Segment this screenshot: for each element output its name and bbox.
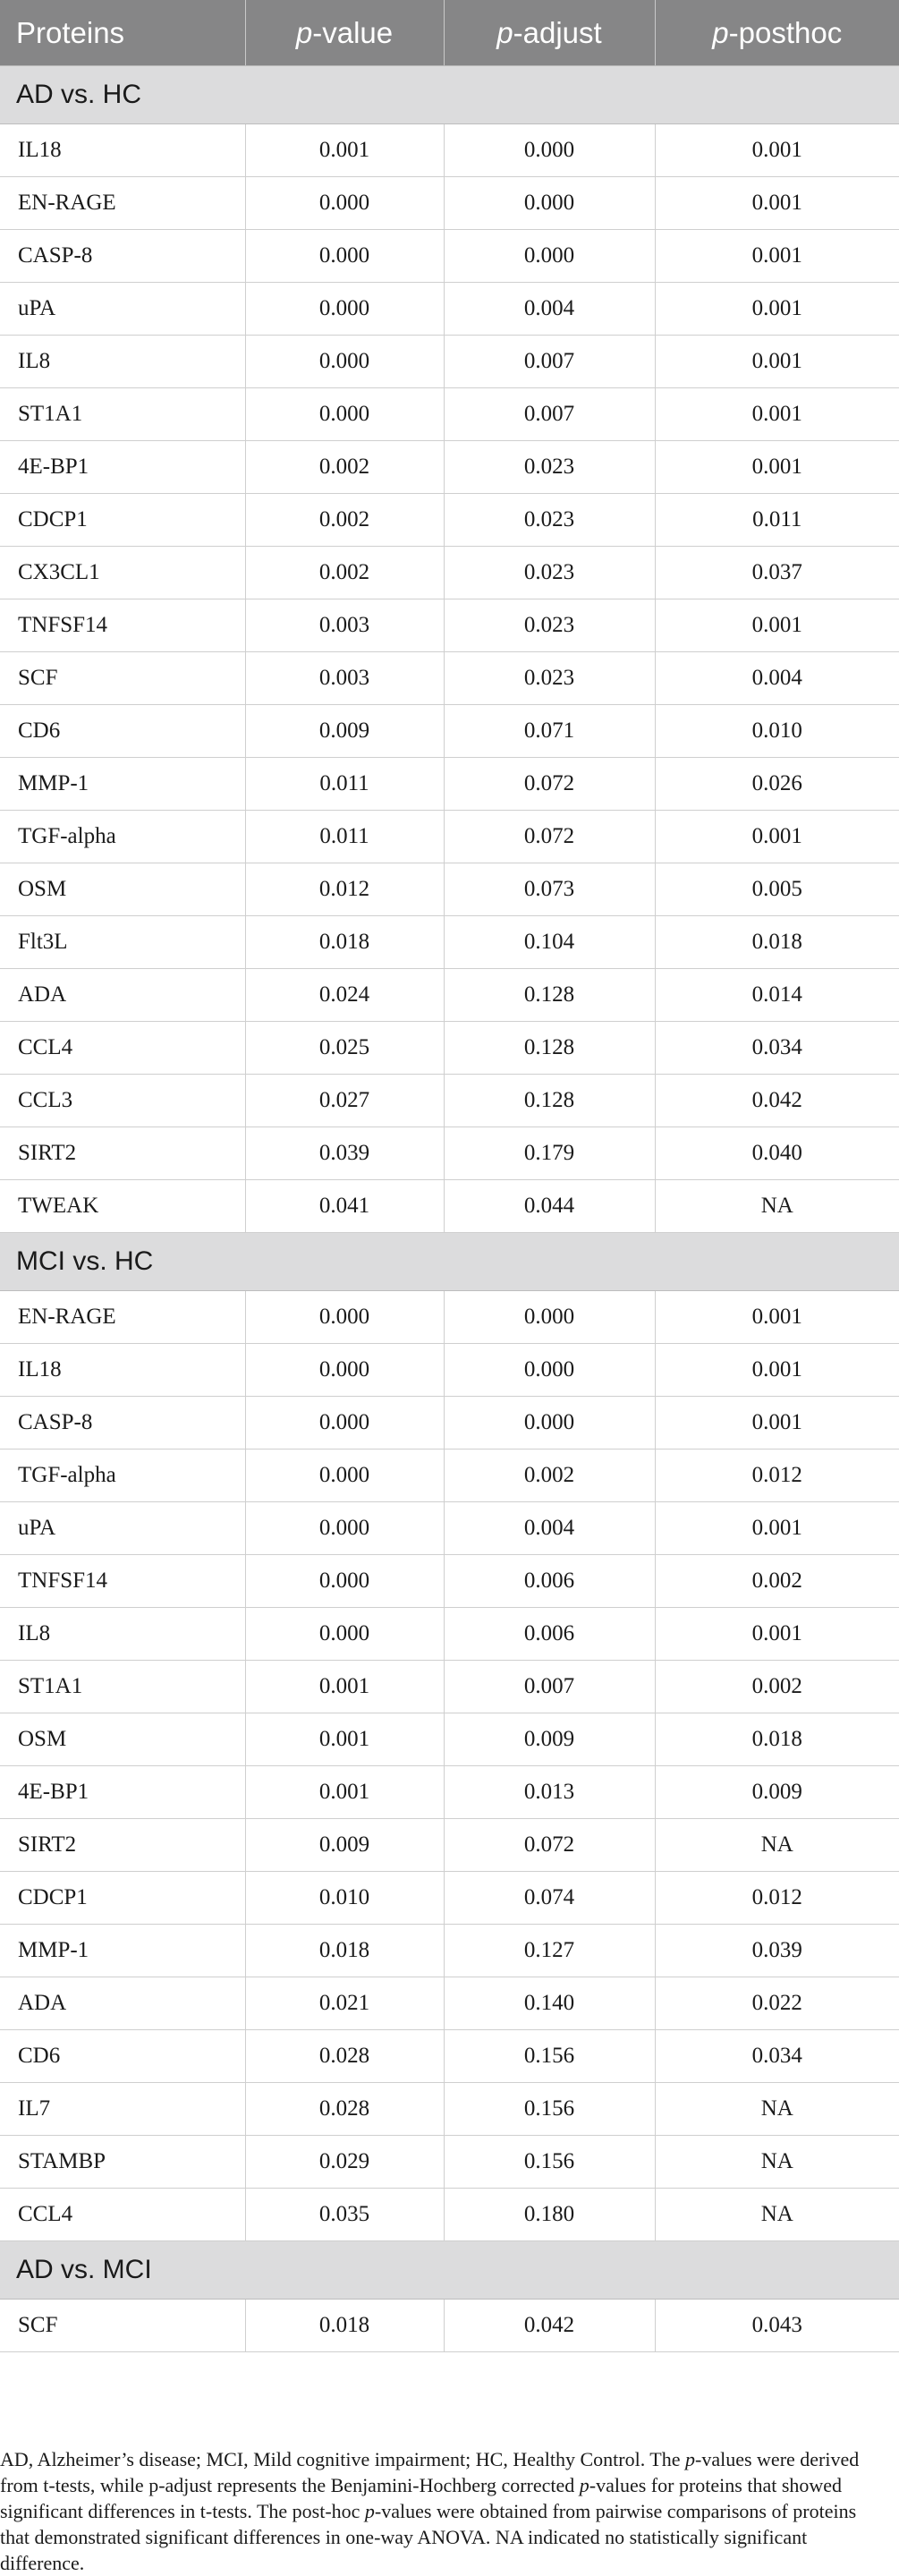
p-posthoc-cell: 0.040 <box>655 1127 899 1180</box>
p-posthoc-cell: 0.001 <box>655 124 899 177</box>
table-row <box>0 283 899 336</box>
p-value-cell: 0.002 <box>245 441 444 494</box>
p-adjust-cell: 0.140 <box>444 1977 655 2030</box>
protein-cell: IL8 <box>0 336 245 388</box>
protein-cell: 4E-BP1 <box>0 1766 245 1819</box>
protein-cell: SIRT2 <box>0 1127 245 1180</box>
table-row <box>0 1127 899 1180</box>
p-posthoc-cell: 0.034 <box>655 1022 899 1075</box>
table-row <box>0 1022 899 1075</box>
protein-cell: CASP-8 <box>0 230 245 283</box>
p-adjust-cell: 0.000 <box>444 177 655 230</box>
p-value-cell: 0.001 <box>245 1661 444 1713</box>
p-posthoc-cell: 0.005 <box>655 863 899 916</box>
p-posthoc-cell: 0.001 <box>655 177 899 230</box>
p-posthoc-cell: 0.012 <box>655 1450 899 1502</box>
p-posthoc-cell: 0.010 <box>655 705 899 758</box>
table-row <box>0 2300 899 2352</box>
p-posthoc-cell: 0.001 <box>655 283 899 336</box>
p-posthoc-cell: 0.001 <box>655 1502 899 1555</box>
protein-cell: CX3CL1 <box>0 547 245 599</box>
p-value-cell: 0.041 <box>245 1180 444 1233</box>
protein-cell: CCL3 <box>0 1075 245 1127</box>
table-row <box>0 177 899 230</box>
section-title: AD vs. MCI <box>0 2241 899 2300</box>
p-value-cell: 0.000 <box>245 1555 444 1608</box>
p-posthoc-cell: 0.002 <box>655 1661 899 1713</box>
p-posthoc-cell: 0.014 <box>655 969 899 1022</box>
p-value-cell: 0.000 <box>245 1450 444 1502</box>
p-adjust-cell: 0.007 <box>444 1661 655 1713</box>
table-row <box>0 1075 899 1127</box>
p-value-cell: 0.000 <box>245 1344 444 1397</box>
p-value-cell: 0.000 <box>245 230 444 283</box>
p-adjust-cell: 0.013 <box>444 1766 655 1819</box>
p-adjust-cell: 0.104 <box>444 916 655 969</box>
table-row <box>0 124 899 177</box>
protein-cell: OSM <box>0 1713 245 1766</box>
p-value-cell: 0.009 <box>245 705 444 758</box>
table-row <box>0 1397 899 1450</box>
p-value-cell: 0.018 <box>245 2300 444 2352</box>
p-posthoc-cell: 0.001 <box>655 1344 899 1397</box>
table-row <box>0 1344 899 1397</box>
table-row <box>0 916 899 969</box>
p-posthoc-cell: 0.011 <box>655 494 899 547</box>
p-adjust-cell: 0.179 <box>444 1127 655 1180</box>
p-value-cell: 0.029 <box>245 2136 444 2189</box>
p-posthoc-cell: 0.001 <box>655 336 899 388</box>
header-proteins: Proteins <box>0 0 245 66</box>
p-adjust-cell: 0.074 <box>444 1872 655 1925</box>
p-adjust-cell: 0.007 <box>444 388 655 441</box>
p-value-cell: 0.002 <box>245 547 444 599</box>
p-posthoc-cell: 0.018 <box>655 916 899 969</box>
p-value-cell: 0.024 <box>245 969 444 1022</box>
protein-cell: CD6 <box>0 705 245 758</box>
protein-cell: SCF <box>0 652 245 705</box>
protein-cell: EN-RAGE <box>0 1291 245 1344</box>
protein-cell: TWEAK <box>0 1180 245 1233</box>
p-posthoc-cell: 0.002 <box>655 1555 899 1608</box>
p-value-cell: 0.009 <box>245 1819 444 1872</box>
table-body <box>0 66 899 2352</box>
p-adjust-cell: 0.072 <box>444 1819 655 1872</box>
p-value-cell: 0.000 <box>245 1502 444 1555</box>
p-value-cell: 0.003 <box>245 652 444 705</box>
table-row <box>0 494 899 547</box>
p-value-cell: 0.025 <box>245 1022 444 1075</box>
p-adjust-cell: 0.072 <box>444 758 655 811</box>
p-posthoc-cell: 0.034 <box>655 2030 899 2083</box>
p-value-cell: 0.011 <box>245 811 444 863</box>
p-value-cell: 0.012 <box>245 863 444 916</box>
protein-cell: IL18 <box>0 124 245 177</box>
header-p-value: p-value <box>245 0 444 66</box>
protein-cell: uPA <box>0 1502 245 1555</box>
section-header-row <box>0 66 899 124</box>
p-adjust-cell: 0.128 <box>444 969 655 1022</box>
table-row <box>0 1766 899 1819</box>
p-posthoc-cell: NA <box>655 2083 899 2136</box>
p-posthoc-cell: 0.001 <box>655 811 899 863</box>
p-adjust-cell: 0.009 <box>444 1713 655 1766</box>
p-value-cell: 0.002 <box>245 494 444 547</box>
p-value-cell: 0.011 <box>245 758 444 811</box>
table-row <box>0 547 899 599</box>
p-posthoc-cell: 0.042 <box>655 1075 899 1127</box>
p-posthoc-cell: 0.039 <box>655 1925 899 1977</box>
p-posthoc-cell: 0.001 <box>655 230 899 283</box>
table-row <box>0 1925 899 1977</box>
table-row <box>0 1872 899 1925</box>
table-row <box>0 441 899 494</box>
p-posthoc-cell: 0.001 <box>655 1397 899 1450</box>
p-posthoc-cell: NA <box>655 1819 899 1872</box>
header-row <box>0 0 899 66</box>
table-header <box>0 0 899 66</box>
table-row <box>0 388 899 441</box>
p-value-cell: 0.021 <box>245 1977 444 2030</box>
table-row <box>0 1450 899 1502</box>
p-adjust-cell: 0.072 <box>444 811 655 863</box>
p-adjust-cell: 0.180 <box>444 2189 655 2241</box>
protein-cell: CCL4 <box>0 1022 245 1075</box>
table-row <box>0 336 899 388</box>
protein-cell: SIRT2 <box>0 1819 245 1872</box>
table-footnote: AD, Alzheimer’s disease; MCI, Mild cognitive impairment; HC, Healthy Control. The p-values were derived from t-tests, while p-adjust represents the Benjamini-Hochberg corrected p-values for proteins that showed significant differences in t-tests. The post-hoc p-values were obtained from pairwise comparisons of proteins that demonstrated significant differences in one-way ANOVA. NA indicated no statistically significant difference. <box>0 2448 860 2574</box>
p-adjust-cell: 0.000 <box>444 1291 655 1344</box>
table-row <box>0 1502 899 1555</box>
table-row <box>0 230 899 283</box>
protein-cell: ADA <box>0 1977 245 2030</box>
protein-cell: ADA <box>0 969 245 1022</box>
protein-cell: OSM <box>0 863 245 916</box>
p-posthoc-cell: 0.004 <box>655 652 899 705</box>
p-posthoc-cell: 0.043 <box>655 2300 899 2352</box>
p-value-cell: 0.010 <box>245 1872 444 1925</box>
p-adjust-cell: 0.128 <box>444 1022 655 1075</box>
p-adjust-cell: 0.023 <box>444 599 655 652</box>
p-value-cell: 0.003 <box>245 599 444 652</box>
protein-cell: CDCP1 <box>0 494 245 547</box>
p-posthoc-cell: NA <box>655 2136 899 2189</box>
table-row <box>0 2083 899 2136</box>
p-value-cell: 0.000 <box>245 388 444 441</box>
protein-cell: ST1A1 <box>0 1661 245 1713</box>
p-value-cell: 0.001 <box>245 1713 444 1766</box>
p-value-cell: 0.000 <box>245 177 444 230</box>
protein-cell: TNFSF14 <box>0 599 245 652</box>
table-row <box>0 1661 899 1713</box>
protein-cell: 4E-BP1 <box>0 441 245 494</box>
p-adjust-cell: 0.000 <box>444 1344 655 1397</box>
p-adjust-cell: 0.006 <box>444 1608 655 1661</box>
protein-cell: MMP-1 <box>0 1925 245 1977</box>
p-value-cell: 0.000 <box>245 283 444 336</box>
p-adjust-cell: 0.000 <box>444 124 655 177</box>
p-posthoc-cell: NA <box>655 2189 899 2241</box>
table-row <box>0 811 899 863</box>
p-value-cell: 0.035 <box>245 2189 444 2241</box>
protein-cell: STAMBP <box>0 2136 245 2189</box>
p-adjust-cell: 0.042 <box>444 2300 655 2352</box>
table-row <box>0 2136 899 2189</box>
table-row <box>0 705 899 758</box>
p-value-cell: 0.039 <box>245 1127 444 1180</box>
p-adjust-cell: 0.000 <box>444 1397 655 1450</box>
protein-cell: CASP-8 <box>0 1397 245 1450</box>
table-row <box>0 863 899 916</box>
protein-cell: EN-RAGE <box>0 177 245 230</box>
table-row <box>0 1977 899 2030</box>
p-adjust-cell: 0.007 <box>444 336 655 388</box>
table-row <box>0 652 899 705</box>
p-adjust-cell: 0.156 <box>444 2136 655 2189</box>
p-adjust-cell: 0.004 <box>444 1502 655 1555</box>
p-posthoc-cell: 0.012 <box>655 1872 899 1925</box>
table-row <box>0 1180 899 1233</box>
p-value-cell: 0.018 <box>245 1925 444 1977</box>
table-row <box>0 2030 899 2083</box>
p-posthoc-cell: 0.001 <box>655 441 899 494</box>
p-adjust-cell: 0.071 <box>444 705 655 758</box>
table-row <box>0 1819 899 1872</box>
protein-cell: IL7 <box>0 2083 245 2136</box>
p-posthoc-cell: 0.001 <box>655 1291 899 1344</box>
protein-cell: TGF-alpha <box>0 811 245 863</box>
p-value-cell: 0.000 <box>245 1291 444 1344</box>
table-row <box>0 599 899 652</box>
protein-cell: TGF-alpha <box>0 1450 245 1502</box>
protein-cell: IL18 <box>0 1344 245 1397</box>
protein-cell: SCF <box>0 2300 245 2352</box>
table-row <box>0 1713 899 1766</box>
p-value-cell: 0.028 <box>245 2030 444 2083</box>
table-row <box>0 2189 899 2241</box>
p-value-cell: 0.001 <box>245 1766 444 1819</box>
p-posthoc-cell: NA <box>655 1180 899 1233</box>
p-value-cell: 0.027 <box>245 1075 444 1127</box>
protein-cell: TNFSF14 <box>0 1555 245 1608</box>
table-row <box>0 969 899 1022</box>
p-value-cell: 0.028 <box>245 2083 444 2136</box>
table-row <box>0 1555 899 1608</box>
p-posthoc-cell: 0.001 <box>655 1608 899 1661</box>
p-posthoc-cell: 0.001 <box>655 388 899 441</box>
protein-cell: IL8 <box>0 1608 245 1661</box>
p-posthoc-cell: 0.037 <box>655 547 899 599</box>
p-adjust-cell: 0.023 <box>444 441 655 494</box>
p-adjust-cell: 0.000 <box>444 230 655 283</box>
section-title: MCI vs. HC <box>0 1233 899 1291</box>
section-header-row <box>0 1233 899 1291</box>
p-adjust-cell: 0.002 <box>444 1450 655 1502</box>
protein-cell: CD6 <box>0 2030 245 2083</box>
table-row <box>0 1291 899 1344</box>
p-value-cell: 0.000 <box>245 336 444 388</box>
p-adjust-cell: 0.023 <box>444 547 655 599</box>
section-title: AD vs. HC <box>0 66 899 124</box>
header-p-posthoc: p-posthoc <box>655 0 899 66</box>
p-adjust-cell: 0.073 <box>444 863 655 916</box>
p-value-cell: 0.000 <box>245 1608 444 1661</box>
protein-cell: MMP-1 <box>0 758 245 811</box>
protein-cell: CCL4 <box>0 2189 245 2241</box>
protein-cell: Flt3L <box>0 916 245 969</box>
p-adjust-cell: 0.004 <box>444 283 655 336</box>
p-posthoc-cell: 0.022 <box>655 1977 899 2030</box>
protein-cell: ST1A1 <box>0 388 245 441</box>
p-adjust-cell: 0.127 <box>444 1925 655 1977</box>
p-posthoc-cell: 0.026 <box>655 758 899 811</box>
section-header-row <box>0 2241 899 2300</box>
p-adjust-cell: 0.023 <box>444 494 655 547</box>
table-row <box>0 1608 899 1661</box>
p-adjust-cell: 0.006 <box>444 1555 655 1608</box>
p-posthoc-cell: 0.001 <box>655 599 899 652</box>
p-value-cell: 0.001 <box>245 124 444 177</box>
p-adjust-cell: 0.128 <box>444 1075 655 1127</box>
p-adjust-cell: 0.044 <box>444 1180 655 1233</box>
p-adjust-cell: 0.156 <box>444 2030 655 2083</box>
table-row <box>0 758 899 811</box>
protein-cell: CDCP1 <box>0 1872 245 1925</box>
p-value-cell: 0.018 <box>245 916 444 969</box>
p-adjust-cell: 0.023 <box>444 652 655 705</box>
p-posthoc-cell: 0.009 <box>655 1766 899 1819</box>
protein-cell: uPA <box>0 283 245 336</box>
p-posthoc-cell: 0.018 <box>655 1713 899 1766</box>
p-adjust-cell: 0.156 <box>444 2083 655 2136</box>
header-p-adjust: p-adjust <box>444 0 655 66</box>
p-value-cell: 0.000 <box>245 1397 444 1450</box>
